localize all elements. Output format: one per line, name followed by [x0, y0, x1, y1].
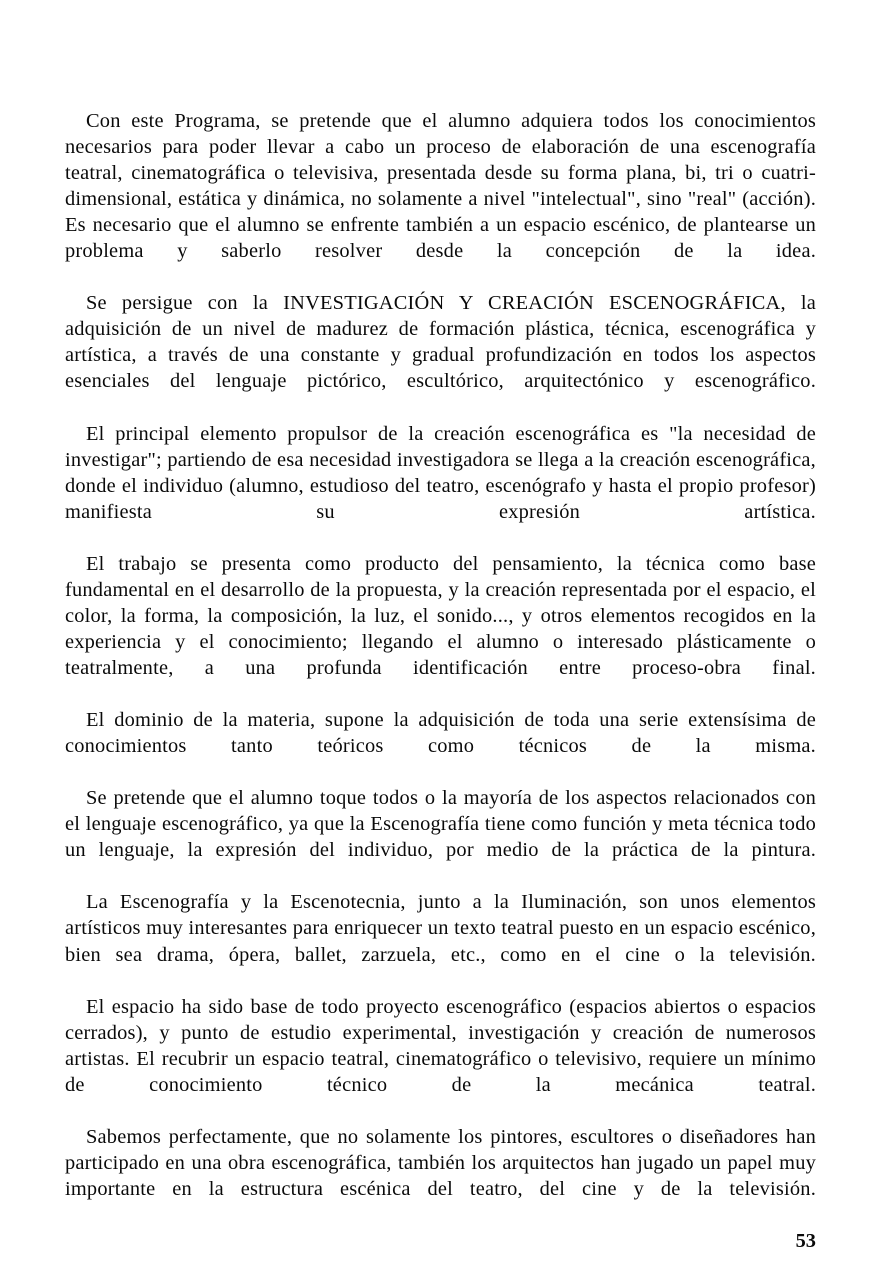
paragraph: Con este Programa, se pretende que el alumno adquiera todos los conocimientos necesarios para poder llevar a cabo un proceso de elaboración de una escenografía teatral, cinematográfica o televisiva, presentada desde su forma plana, bi, tri o cuatri-dimensional, estática y dinámica, no solamente a nivel "intelectual", sino "real" (acción). Es necesario que el alumno se enfrente también a un espacio escénico, de plantearse un problema y saberlo resolver desde la concepción de la idea. — [65, 110, 816, 263]
paragraph: El dominio de la materia, supone la adquisición de toda una serie extensísima de conocimientos tanto teóricos como técnicos de la misma. — [65, 709, 816, 758]
paragraph: Se pretende que el alumno toque todos o la mayoría de los aspectos relacionados con el lenguaje escenográfico, ya que la Escenografía tiene como función y meta técnica todo un lenguaje, la expresión del individuo, por medio de la práctica de la pintura. — [65, 787, 816, 862]
paragraph: Se persigue con la INVESTIGACIÓN Y CREACIÓN ESCENOGRÁFICA, la adquisición de un nivel de madurez de formación plástica, técnica, escenográfica y artística, a través de una constante y gradual profundización en todos los aspectos esenciales del lenguaje pictórico, escultórico, arquitectónico y escenográfico. — [65, 292, 816, 393]
paragraph: Sabemos perfectamente, que no solamente los pintores, escultores o diseñadores han participado en una obra escenográfica, también los arquitectos han jugado un papel muy importante en la estructura escénica del teatro, del cine y de la televisión. — [65, 1125, 816, 1200]
paragraph: La Escenografía y la Escenotecnia, junto a la Iluminación, son unos elementos artísticos muy interesantes para enriquecer un texto teatral puesto en un espacio escénico, bien sea drama, ópera, ballet, zarzuela, etc., como en el cine o la televisión. — [65, 891, 816, 966]
paragraph: El trabajo se presenta como producto del pensamiento, la técnica como base fundamental en el desarrollo de la propuesta, y la creación representada por el espacio, el color, la forma, la composición, la luz, el sonido..., y otros elementos recogidos en la experiencia y el conocimiento; llegando el alumno o interesado plásticamente o teatralmente, a una profunda identificación entre proceso-obra final. — [65, 552, 816, 679]
body-text — [65, 108, 816, 1228]
page-number: 53 — [795, 1230, 816, 1252]
paragraph: El espacio ha sido base de todo proyecto escenográfico (espacios abiertos o espacios cerrados), y punto de estudio experimental, investigación y creación de numerosos artistas. El recubrir un espacio teatral, cinematográfico o televisivo, requiere un mínimo de conocimiento técnico de la mecánica teatral. — [65, 995, 816, 1096]
paragraph: El principal elemento propulsor de la creación escenográfica es "la necesidad de investigar"; partiendo de esa necesidad investigadora se llega a la creación escenográfica, donde el individuo (alumno, estudioso del teatro, escenógrafo y hasta el propio profesor) manifiesta su expresión artística. — [65, 422, 816, 523]
